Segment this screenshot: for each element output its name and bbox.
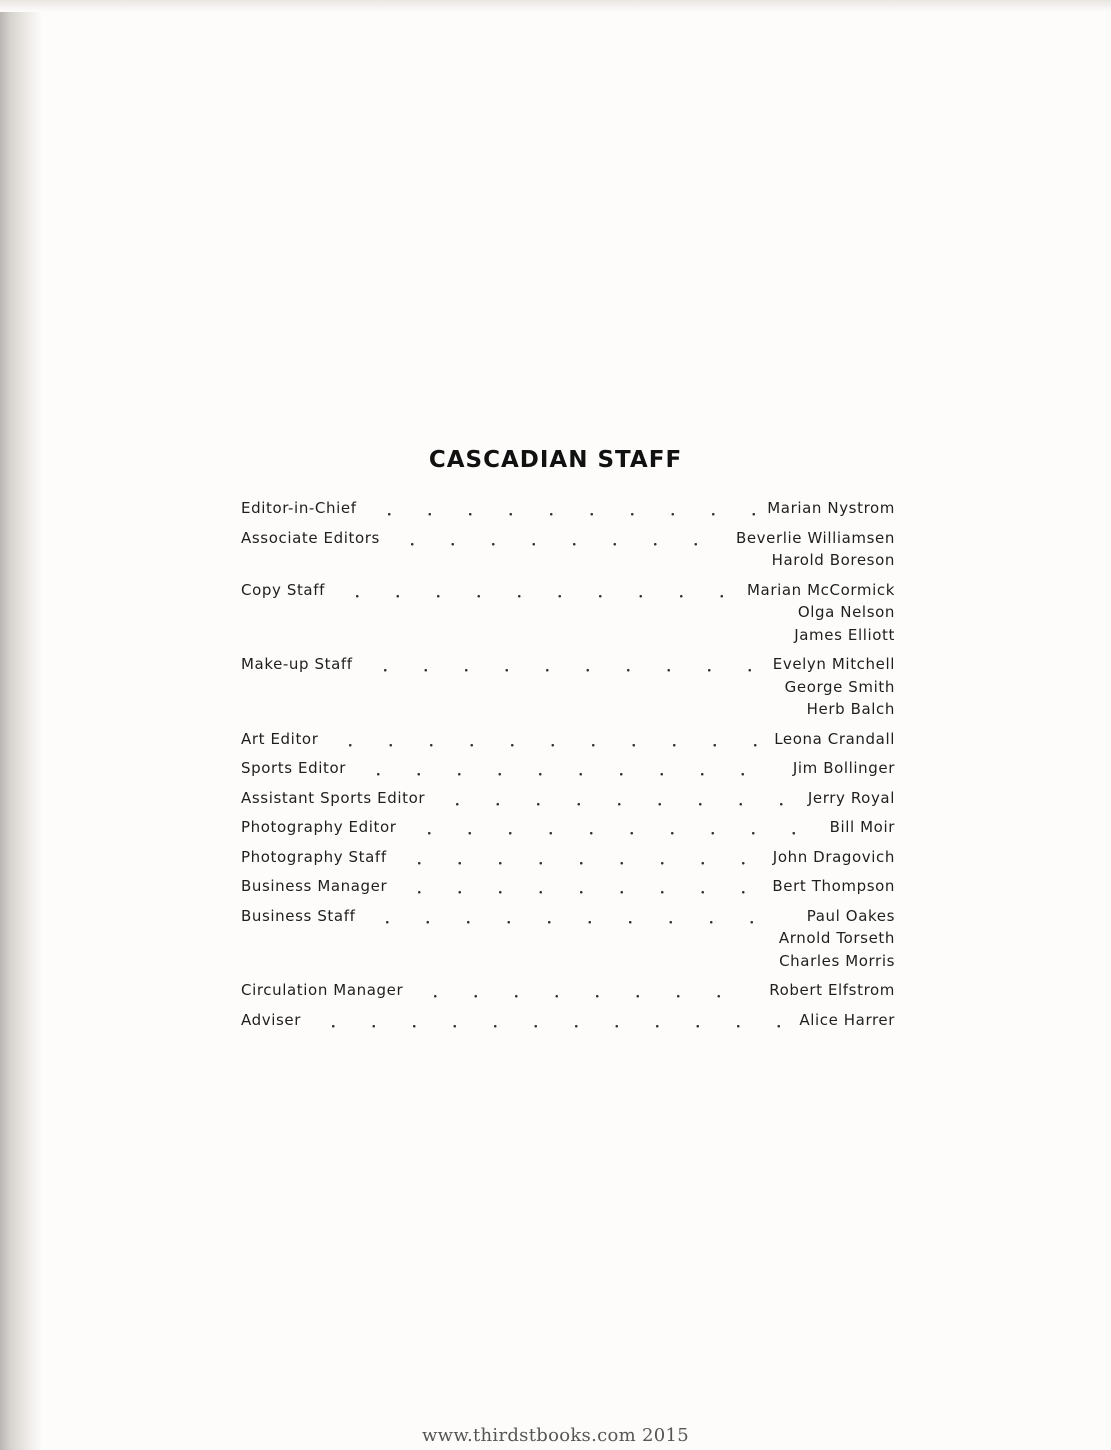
dot-leader bbox=[437, 787, 796, 810]
dot-leader bbox=[313, 1009, 787, 1032]
staff-name: George Smith bbox=[784, 677, 895, 696]
staff-role: Business Staff bbox=[241, 906, 356, 925]
staff-name: Harold Boreson bbox=[771, 551, 895, 569]
staff-row bbox=[241, 979, 895, 1002]
staff-names bbox=[772, 875, 895, 898]
dot-leader bbox=[399, 846, 761, 869]
staff-names bbox=[773, 653, 895, 721]
dot-leader bbox=[369, 497, 756, 520]
dot-leader bbox=[399, 875, 760, 898]
dot-leader bbox=[409, 816, 818, 839]
staff-role: Sports Editor bbox=[241, 759, 347, 777]
staff-row bbox=[241, 757, 895, 780]
staff-names bbox=[774, 728, 895, 751]
staff-names bbox=[767, 497, 895, 520]
staff-role: Editor-in-Chief bbox=[241, 499, 357, 517]
staff-role: Make-up Staff bbox=[241, 655, 353, 673]
staff-role: Adviser bbox=[241, 1010, 301, 1029]
staff-name: John Dragovich bbox=[772, 847, 895, 866]
staff-name: Beverlie Williamsen bbox=[735, 528, 895, 547]
staff-row bbox=[241, 527, 895, 572]
staff-names bbox=[769, 979, 895, 1002]
staff-role: Assistant Sports Editor bbox=[241, 788, 426, 807]
staff-name: Paul Oakes bbox=[806, 906, 895, 925]
staff-row bbox=[241, 1009, 895, 1032]
staff-list bbox=[241, 497, 895, 1038]
dot-leader bbox=[392, 527, 724, 550]
staff-name: Evelyn Mitchell bbox=[772, 655, 895, 673]
staff-role: Associate Editors bbox=[241, 528, 380, 547]
staff-name: Bill Moir bbox=[829, 818, 895, 836]
staff-role: Photography Staff bbox=[241, 847, 387, 866]
staff-name: Olga Nelson bbox=[797, 603, 895, 621]
staff-role: Art Editor bbox=[241, 729, 319, 748]
page-binding-shadow bbox=[0, 0, 42, 1450]
staff-row bbox=[241, 497, 895, 520]
staff-role: Circulation Manager bbox=[241, 981, 404, 999]
staff-role: Photography Editor bbox=[241, 818, 397, 836]
dot-leader bbox=[365, 653, 761, 676]
staff-name: Jim Bollinger bbox=[792, 759, 895, 777]
dot-leader bbox=[367, 905, 766, 928]
staff-row bbox=[241, 728, 895, 751]
staff-names bbox=[808, 787, 895, 810]
staff-name: Arnold Torseth bbox=[778, 929, 895, 947]
staff-names bbox=[773, 846, 895, 869]
staff-name: Herb Balch bbox=[806, 700, 895, 718]
dot-leader bbox=[330, 728, 762, 751]
staff-names bbox=[830, 816, 895, 839]
staff-role: Business Manager bbox=[241, 877, 388, 895]
staff-names bbox=[736, 527, 895, 572]
staff-row bbox=[241, 816, 895, 839]
dot-leader bbox=[337, 579, 735, 602]
staff-row bbox=[241, 905, 895, 973]
staff-name: Bert Thompson bbox=[772, 877, 895, 895]
staff-name: Charles Morris bbox=[779, 951, 895, 970]
dot-leader bbox=[358, 757, 781, 780]
staff-name: Jerry Royal bbox=[807, 788, 895, 807]
staff-row bbox=[241, 787, 895, 810]
staff-name: Robert Elfstrom bbox=[769, 981, 895, 999]
page-title: CASCADIAN STAFF bbox=[428, 447, 683, 473]
staff-row bbox=[241, 653, 895, 721]
staff-name: Alice Harrer bbox=[799, 1010, 895, 1029]
dot-leader bbox=[415, 979, 757, 1002]
page-top-shadow bbox=[0, 0, 1111, 12]
staff-role: Copy Staff bbox=[241, 580, 325, 599]
staff-name: Marian McCormick bbox=[747, 580, 895, 599]
staff-name: Marian Nystrom bbox=[767, 499, 895, 517]
staff-name: James Elliott bbox=[794, 625, 895, 644]
staff-name: Leona Crandall bbox=[774, 729, 895, 748]
staff-row bbox=[241, 579, 895, 647]
staff-names bbox=[793, 757, 895, 780]
staff-row bbox=[241, 875, 895, 898]
watermark: www.thirdstbooks.com 2015 bbox=[421, 1425, 690, 1446]
staff-names bbox=[747, 579, 895, 647]
staff-row bbox=[241, 846, 895, 869]
staff-names bbox=[799, 1009, 895, 1032]
staff-names bbox=[779, 905, 895, 973]
